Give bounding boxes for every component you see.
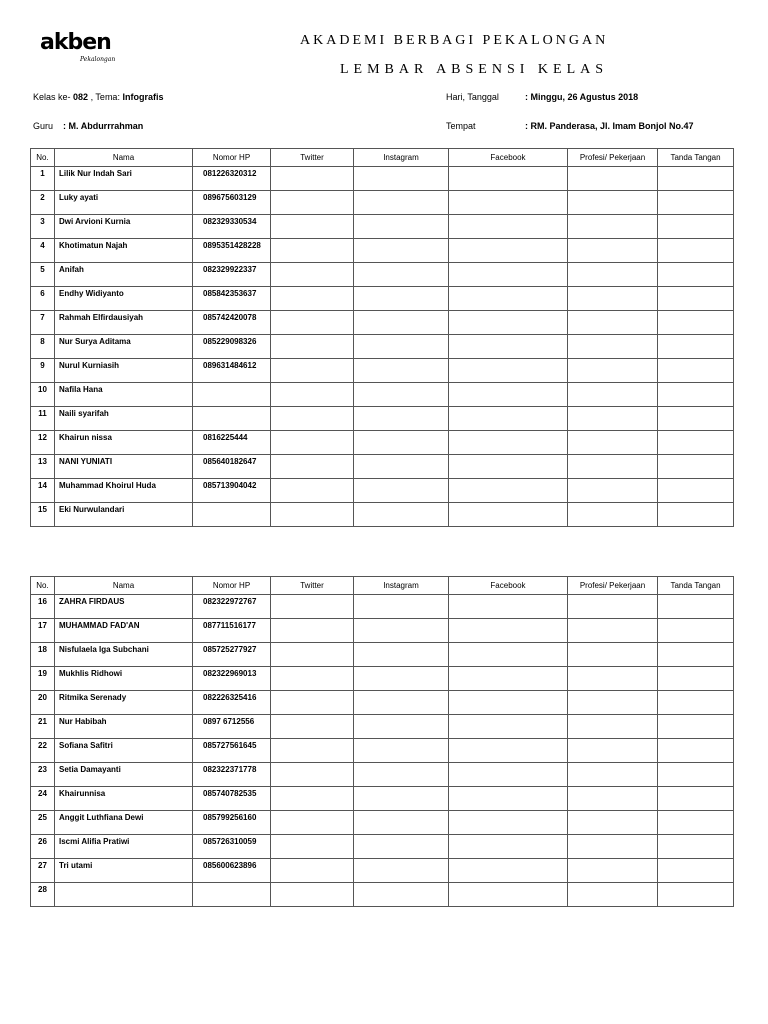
row-instagram: [354, 715, 449, 739]
table-row: [31, 619, 734, 643]
row-phone: 085799256160: [193, 811, 271, 835]
row-facebook: [449, 455, 568, 479]
row-number: 17: [31, 619, 55, 643]
row-instagram: [354, 191, 449, 215]
row-facebook: [449, 479, 568, 503]
row-phone: 085713904042: [193, 479, 271, 503]
row-number: 4: [31, 239, 55, 263]
row-number: 12: [31, 431, 55, 455]
row-instagram: [354, 215, 449, 239]
table-row: [31, 715, 734, 739]
row-name: [55, 883, 193, 907]
guru-value: : M. Abdurrrahman: [63, 121, 144, 131]
row-signature: [658, 643, 734, 667]
row-name: Nurul Kurniasih: [55, 359, 193, 383]
row-twitter: [271, 215, 354, 239]
row-twitter: [271, 167, 354, 191]
row-number: 25: [31, 811, 55, 835]
row-signature: [658, 595, 734, 619]
table-row: [31, 335, 734, 359]
header-no: No.: [31, 577, 55, 595]
row-instagram: [354, 335, 449, 359]
tempat-label: Tempat: [446, 121, 476, 131]
row-signature: [658, 311, 734, 335]
row-signature: [658, 835, 734, 859]
row-profesi: [568, 455, 658, 479]
row-facebook: [449, 619, 568, 643]
row-facebook: [449, 787, 568, 811]
row-name: Rahmah Elfirdausiyah: [55, 311, 193, 335]
row-signature: [658, 667, 734, 691]
table-header: [31, 149, 734, 167]
header-profesi: Profesi/ Pekerjaan: [568, 149, 658, 167]
row-name: Khotimatun Najah: [55, 239, 193, 263]
row-profesi: [568, 263, 658, 287]
row-number: 27: [31, 859, 55, 883]
row-signature: [658, 191, 734, 215]
row-signature: [658, 359, 734, 383]
row-number: 13: [31, 455, 55, 479]
table-row: [31, 739, 734, 763]
table-row: [31, 787, 734, 811]
row-facebook: [449, 763, 568, 787]
row-name: Nafila Hana: [55, 383, 193, 407]
row-name: Ritmika Serenady: [55, 691, 193, 715]
kelas-label: Kelas ke-: [33, 92, 71, 102]
row-instagram: [354, 835, 449, 859]
row-twitter: [271, 239, 354, 263]
page-subtitle: LEMBAR ABSENSI KELAS: [340, 62, 609, 77]
table-row: [31, 835, 734, 859]
row-facebook: [449, 239, 568, 263]
row-facebook: [449, 883, 568, 907]
row-signature: [658, 455, 734, 479]
table-row: [31, 311, 734, 335]
table-row: [31, 191, 734, 215]
guru-label: Guru: [33, 121, 54, 131]
row-profesi: [568, 859, 658, 883]
row-name: Nur Habibah: [55, 715, 193, 739]
row-instagram: [354, 811, 449, 835]
row-name: Tri utami: [55, 859, 193, 883]
table-row: [31, 407, 734, 431]
row-number: 15: [31, 503, 55, 527]
row-name: Naili syarifah: [55, 407, 193, 431]
row-number: 5: [31, 263, 55, 287]
row-facebook: [449, 311, 568, 335]
row-phone: 085726310059: [193, 835, 271, 859]
row-profesi: [568, 479, 658, 503]
row-phone: [193, 883, 271, 907]
row-signature: [658, 263, 734, 287]
row-twitter: [271, 835, 354, 859]
row-facebook: [449, 691, 568, 715]
header-twitter: Twitter: [271, 577, 354, 595]
row-instagram: [354, 503, 449, 527]
row-number: 6: [31, 287, 55, 311]
row-twitter: [271, 811, 354, 835]
row-facebook: [449, 859, 568, 883]
row-number: 10: [31, 383, 55, 407]
row-name: Khairun nissa: [55, 431, 193, 455]
row-phone: 0816225444: [193, 431, 271, 455]
row-instagram: [354, 763, 449, 787]
tema-label: , Tema:: [90, 92, 120, 102]
row-number: 23: [31, 763, 55, 787]
row-instagram: [354, 667, 449, 691]
logo-text: akben: [40, 30, 111, 55]
row-profesi: [568, 311, 658, 335]
row-phone: 085740782535: [193, 787, 271, 811]
row-facebook: [449, 739, 568, 763]
row-profesi: [568, 763, 658, 787]
row-signature: [658, 883, 734, 907]
row-instagram: [354, 595, 449, 619]
row-number: 14: [31, 479, 55, 503]
row-number: 28: [31, 883, 55, 907]
row-twitter: [271, 691, 354, 715]
kelas-value: 082: [73, 92, 89, 102]
row-instagram: [354, 859, 449, 883]
row-name: MUHAMMAD FAD'AN: [55, 619, 193, 643]
row-facebook: [449, 503, 568, 527]
row-twitter: [271, 595, 354, 619]
table-row: [31, 883, 734, 907]
row-instagram: [354, 479, 449, 503]
row-name: Khairunnisa: [55, 787, 193, 811]
row-name: Eki Nurwulandari: [55, 503, 193, 527]
header-profesi: Profesi/ Pekerjaan: [568, 577, 658, 595]
row-name: Setia Damayanti: [55, 763, 193, 787]
row-twitter: [271, 787, 354, 811]
row-instagram: [354, 359, 449, 383]
row-profesi: [568, 739, 658, 763]
row-instagram: [354, 691, 449, 715]
row-name: Dwi Arvioni Kurnia: [55, 215, 193, 239]
row-signature: [658, 215, 734, 239]
row-number: 20: [31, 691, 55, 715]
table-row: [31, 811, 734, 835]
row-phone: 082322972767: [193, 595, 271, 619]
page-title: AKADEMI BERBAGI PEKALONGAN: [300, 33, 609, 48]
row-twitter: [271, 883, 354, 907]
row-phone: 085229098326: [193, 335, 271, 359]
row-phone: 0897 6712556: [193, 715, 271, 739]
table-row: [31, 215, 734, 239]
row-signature: [658, 739, 734, 763]
row-twitter: [271, 383, 354, 407]
row-signature: [658, 715, 734, 739]
row-twitter: [271, 763, 354, 787]
row-signature: [658, 239, 734, 263]
row-number: 2: [31, 191, 55, 215]
row-number: 21: [31, 715, 55, 739]
table-row: [31, 859, 734, 883]
row-phone: 082226325416: [193, 691, 271, 715]
row-profesi: [568, 503, 658, 527]
row-instagram: [354, 643, 449, 667]
row-profesi: [568, 335, 658, 359]
row-twitter: [271, 859, 354, 883]
table-row: [31, 431, 734, 455]
row-phone: 082329330534: [193, 215, 271, 239]
row-twitter: [271, 287, 354, 311]
row-twitter: [271, 715, 354, 739]
row-number: 22: [31, 739, 55, 763]
table-row: [31, 479, 734, 503]
row-signature: [658, 619, 734, 643]
table-row: [31, 691, 734, 715]
table-row: [31, 763, 734, 787]
hari-value: : Minggu, 26 Agustus 2018: [525, 92, 639, 102]
header-facebook: Facebook: [449, 577, 568, 595]
row-instagram: [354, 883, 449, 907]
row-name: Muhammad Khoirul Huda: [55, 479, 193, 503]
row-profesi: [568, 431, 658, 455]
row-instagram: [354, 383, 449, 407]
hari-label: Hari, Tanggal: [446, 92, 499, 102]
table-row: [31, 643, 734, 667]
row-signature: [658, 287, 734, 311]
row-instagram: [354, 239, 449, 263]
row-facebook: [449, 287, 568, 311]
row-signature: [658, 763, 734, 787]
row-number: 26: [31, 835, 55, 859]
row-phone: 0895351428228: [193, 239, 271, 263]
table-header: [31, 577, 734, 595]
row-phone: 085842353637: [193, 287, 271, 311]
table-row: [31, 359, 734, 383]
row-instagram: [354, 787, 449, 811]
row-facebook: [449, 667, 568, 691]
row-twitter: [271, 619, 354, 643]
row-twitter: [271, 455, 354, 479]
row-twitter: [271, 311, 354, 335]
row-signature: [658, 859, 734, 883]
tempat-value: : RM. Panderasa, Jl. Imam Bonjol No.47: [525, 121, 694, 131]
row-profesi: [568, 835, 658, 859]
row-twitter: [271, 431, 354, 455]
row-number: 1: [31, 167, 55, 191]
row-twitter: [271, 479, 354, 503]
row-instagram: [354, 167, 449, 191]
row-twitter: [271, 503, 354, 527]
row-signature: [658, 335, 734, 359]
row-profesi: [568, 787, 658, 811]
row-facebook: [449, 167, 568, 191]
row-instagram: [354, 739, 449, 763]
row-name: Sofiana Safitri: [55, 739, 193, 763]
header-twitter: Twitter: [271, 149, 354, 167]
row-name: Luky ayati: [55, 191, 193, 215]
row-instagram: [354, 407, 449, 431]
row-phone: 082322371778: [193, 763, 271, 787]
row-profesi: [568, 811, 658, 835]
row-signature: [658, 383, 734, 407]
row-twitter: [271, 359, 354, 383]
row-phone: 082322969013: [193, 667, 271, 691]
row-number: 19: [31, 667, 55, 691]
row-twitter: [271, 643, 354, 667]
row-profesi: [568, 239, 658, 263]
table-row: [31, 595, 734, 619]
row-name: Iscmi Alifia Pratiwi: [55, 835, 193, 859]
row-facebook: [449, 263, 568, 287]
row-phone: 085600623896: [193, 859, 271, 883]
row-phone: 085640182647: [193, 455, 271, 479]
row-number: 24: [31, 787, 55, 811]
row-signature: [658, 167, 734, 191]
row-facebook: [449, 191, 568, 215]
row-profesi: [568, 883, 658, 907]
row-name: Endhy Widiyanto: [55, 287, 193, 311]
row-twitter: [271, 335, 354, 359]
row-instagram: [354, 263, 449, 287]
table-row: [31, 287, 734, 311]
row-signature: [658, 691, 734, 715]
row-name: Mukhlis Ridhowi: [55, 667, 193, 691]
row-signature: [658, 787, 734, 811]
row-name: NANI YUNIATI: [55, 455, 193, 479]
row-phone: [193, 383, 271, 407]
row-twitter: [271, 407, 354, 431]
row-phone: 089631484612: [193, 359, 271, 383]
row-instagram: [354, 431, 449, 455]
row-profesi: [568, 167, 658, 191]
row-profesi: [568, 359, 658, 383]
row-profesi: [568, 643, 658, 667]
tema-value: Infografis: [122, 92, 164, 102]
row-profesi: [568, 215, 658, 239]
header-instagram: Instagram: [354, 149, 449, 167]
row-phone: 082329922337: [193, 263, 271, 287]
row-number: 7: [31, 311, 55, 335]
guru-info: [33, 121, 143, 131]
row-facebook: [449, 215, 568, 239]
row-profesi: [568, 595, 658, 619]
table-row: [31, 383, 734, 407]
header-nomor-hp: Nomor HP: [193, 577, 271, 595]
row-signature: [658, 431, 734, 455]
kelas-info: [33, 92, 163, 102]
row-profesi: [568, 407, 658, 431]
row-number: 8: [31, 335, 55, 359]
row-profesi: [568, 667, 658, 691]
row-profesi: [568, 287, 658, 311]
row-facebook: [449, 407, 568, 431]
row-name: Anifah: [55, 263, 193, 287]
row-number: 11: [31, 407, 55, 431]
row-phone: 085742420078: [193, 311, 271, 335]
row-twitter: [271, 263, 354, 287]
row-facebook: [449, 335, 568, 359]
row-name: Nisfulaela Iga Subchani: [55, 643, 193, 667]
logo: [40, 30, 130, 74]
table-row: [31, 167, 734, 191]
header-nomor-hp: Nomor HP: [193, 149, 271, 167]
header-facebook: Facebook: [449, 149, 568, 167]
header-tanda-tangan: Tanda Tangan: [658, 577, 734, 595]
row-facebook: [449, 811, 568, 835]
row-facebook: [449, 359, 568, 383]
attendance-table-2: [30, 576, 734, 907]
row-phone: 085727561645: [193, 739, 271, 763]
row-twitter: [271, 191, 354, 215]
row-signature: [658, 503, 734, 527]
row-profesi: [568, 191, 658, 215]
row-profesi: [568, 619, 658, 643]
row-number: 3: [31, 215, 55, 239]
row-phone: [193, 503, 271, 527]
row-phone: 081226320312: [193, 167, 271, 191]
row-facebook: [449, 835, 568, 859]
row-facebook: [449, 595, 568, 619]
row-instagram: [354, 619, 449, 643]
row-signature: [658, 479, 734, 503]
row-signature: [658, 407, 734, 431]
table-row: [31, 263, 734, 287]
row-instagram: [354, 287, 449, 311]
row-number: 9: [31, 359, 55, 383]
table-row: [31, 239, 734, 263]
attendance-table-1: [30, 148, 734, 527]
row-phone: [193, 407, 271, 431]
logo-subtext: Pekalongan: [80, 56, 116, 63]
row-facebook: [449, 431, 568, 455]
row-twitter: [271, 667, 354, 691]
row-profesi: [568, 715, 658, 739]
row-instagram: [354, 311, 449, 335]
row-profesi: [568, 383, 658, 407]
header-instagram: Instagram: [354, 577, 449, 595]
header-no: No.: [31, 149, 55, 167]
header-nama: Nama: [55, 577, 193, 595]
row-name: Nur Surya Aditama: [55, 335, 193, 359]
row-twitter: [271, 739, 354, 763]
row-name: ZAHRA FIRDAUS: [55, 595, 193, 619]
header-nama: Nama: [55, 149, 193, 167]
header-tanda-tangan: Tanda Tangan: [658, 149, 734, 167]
row-profesi: [568, 691, 658, 715]
table-row: [31, 503, 734, 527]
row-instagram: [354, 455, 449, 479]
row-number: 16: [31, 595, 55, 619]
row-facebook: [449, 383, 568, 407]
row-name: Lilik Nur Indah Sari: [55, 167, 193, 191]
row-facebook: [449, 715, 568, 739]
table-row: [31, 667, 734, 691]
row-phone: 089675603129: [193, 191, 271, 215]
row-phone: 087711516177: [193, 619, 271, 643]
row-phone: 085725277927: [193, 643, 271, 667]
row-number: 18: [31, 643, 55, 667]
row-facebook: [449, 643, 568, 667]
row-name: Anggit Luthfiana Dewi: [55, 811, 193, 835]
row-signature: [658, 811, 734, 835]
table-row: [31, 455, 734, 479]
